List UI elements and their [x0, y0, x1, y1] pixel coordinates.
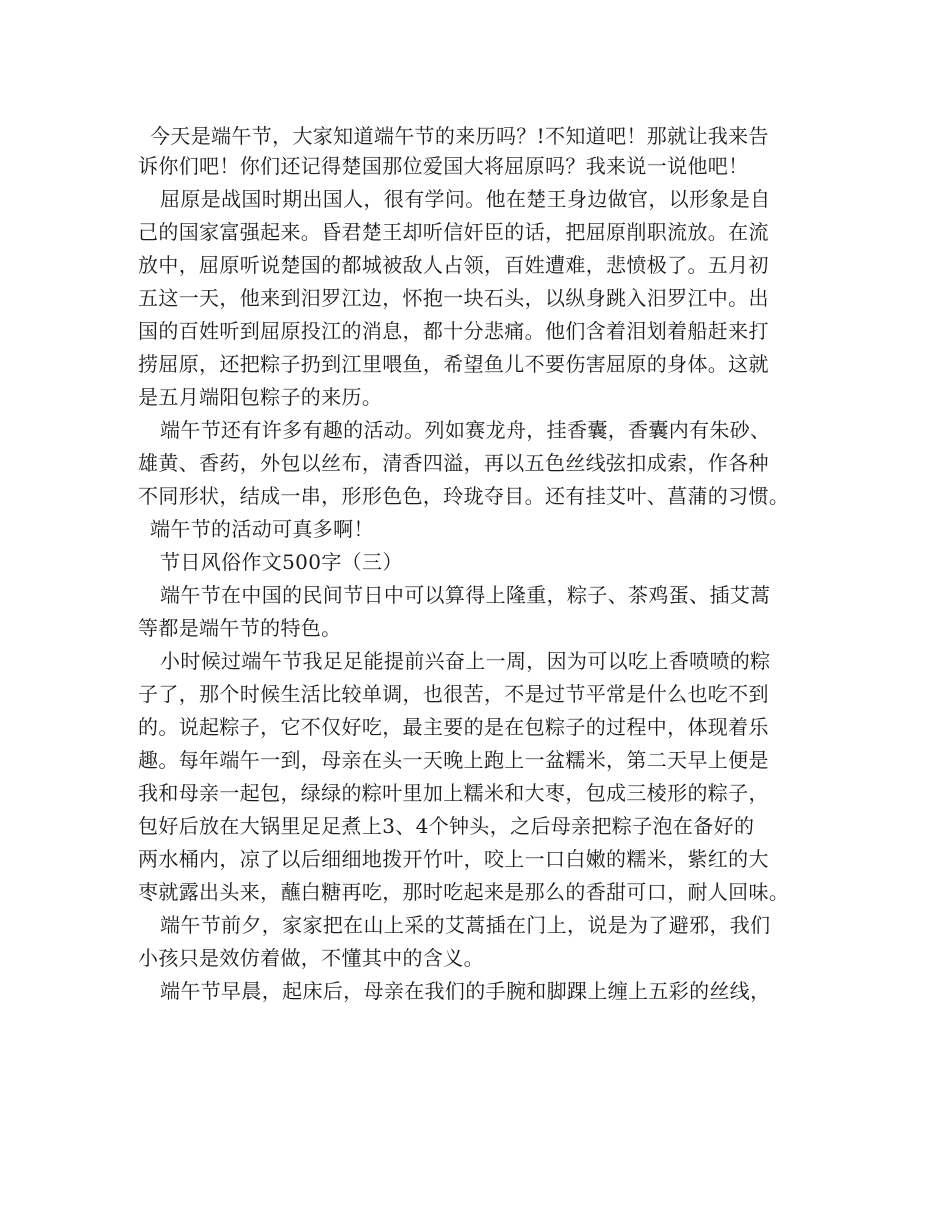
text-line: 小时候过端午节我足足能提前兴奋上一周，因为可以吃上香喷喷的粽	[160, 649, 771, 673]
text-line: 放中，屈原听说楚国的都城被敌人占领，百姓遭难，悲愤极了。五月初	[138, 253, 769, 277]
text-line: 两水桶内，凉了以后细细地拨开竹叶，咬上一口白嫩的糯米，紫红的大	[138, 847, 769, 871]
text-line: 包好后放在大锅里足足煮上3、4个钟头，之后母亲把粽子泡在备好的	[138, 814, 755, 838]
text-line: 雄黄、香药，外包以丝布，清香四溢，再以五色丝线弦扣成索，作各种	[138, 451, 769, 475]
text-line: 己的国家富强起来。昏君楚王却听信奸臣的话，把屈原削职流放。在流	[138, 220, 769, 244]
text-line: 端午节前夕，家家把在山上采的艾蒿插在门上，说是为了避邪，我们	[160, 913, 771, 937]
text-line: 五这一天，他来到汨罗江边，怀抱一块石头，以纵身跳入汨罗江中。出	[138, 286, 769, 310]
text-line: 的。说起粽子，它不仅好吃，最主要的是在包粽子的过程中，体现着乐	[138, 715, 769, 739]
text-line: 端午节的活动可真多啊！	[150, 517, 374, 541]
text-line: 端午节还有许多有趣的活动。列如赛龙舟，挂香囊，香囊内有朱砂、	[160, 418, 771, 442]
section-heading: 节日风俗作文500字（三）	[160, 550, 403, 574]
text-line: 今天是端午节，大家知道端午节的来历吗？!不知道吧！那就让我来告	[150, 124, 769, 148]
text-line: 我和母亲一起包，绿绿的粽叶里加上糯米和大枣，包成三棱形的粽子，	[138, 781, 769, 805]
text-line: 端午节在中国的民间节日中可以算得上隆重，粽子、茶鸡蛋、插艾蒿	[160, 583, 771, 607]
text-line: 等都是端午节的特色。	[138, 616, 342, 640]
text-line: 不同形状，结成一串，形形色色，玲珑夺目。还有挂艾叶、菖蒲的习惯。	[138, 484, 790, 508]
text-line: 子了，那个时候生活比较单调，也很苦，不是过节平常是什么也吃不到	[138, 682, 769, 706]
text-line: 小孩只是效仿着做，不懂其中的含义。	[138, 946, 484, 970]
text-line: 捞屈原，还把粽子扔到江里喂鱼，希望鱼儿不要伤害屈原的身体。这就	[138, 352, 769, 376]
text-line: 国的百姓听到屈原投江的消息，都十分悲痛。他们含着泪划着船赶来打	[138, 319, 769, 343]
text-line: 趣。每年端午一到，母亲在头一天晚上跑上一盆糯米，第二天早上便是	[138, 748, 769, 772]
text-line: 枣就露出头来，蘸白糖再吃，那时吃起来是那么的香甜可口，耐人回味。	[138, 880, 790, 904]
text-line: 屈原是战国时期出国人，很有学问。他在楚王身边做官，以形象是自	[160, 187, 771, 211]
text-line: 端午节早晨，起床后，母亲在我们的手腕和脚踝上缠上五彩的丝线，	[160, 979, 771, 1003]
text-line: 诉你们吧！你们还记得楚国那位爱国大将屈原吗？我来说一说他吧！	[138, 154, 749, 178]
text-line: 是五月端阳包粽子的来历。	[138, 385, 383, 409]
